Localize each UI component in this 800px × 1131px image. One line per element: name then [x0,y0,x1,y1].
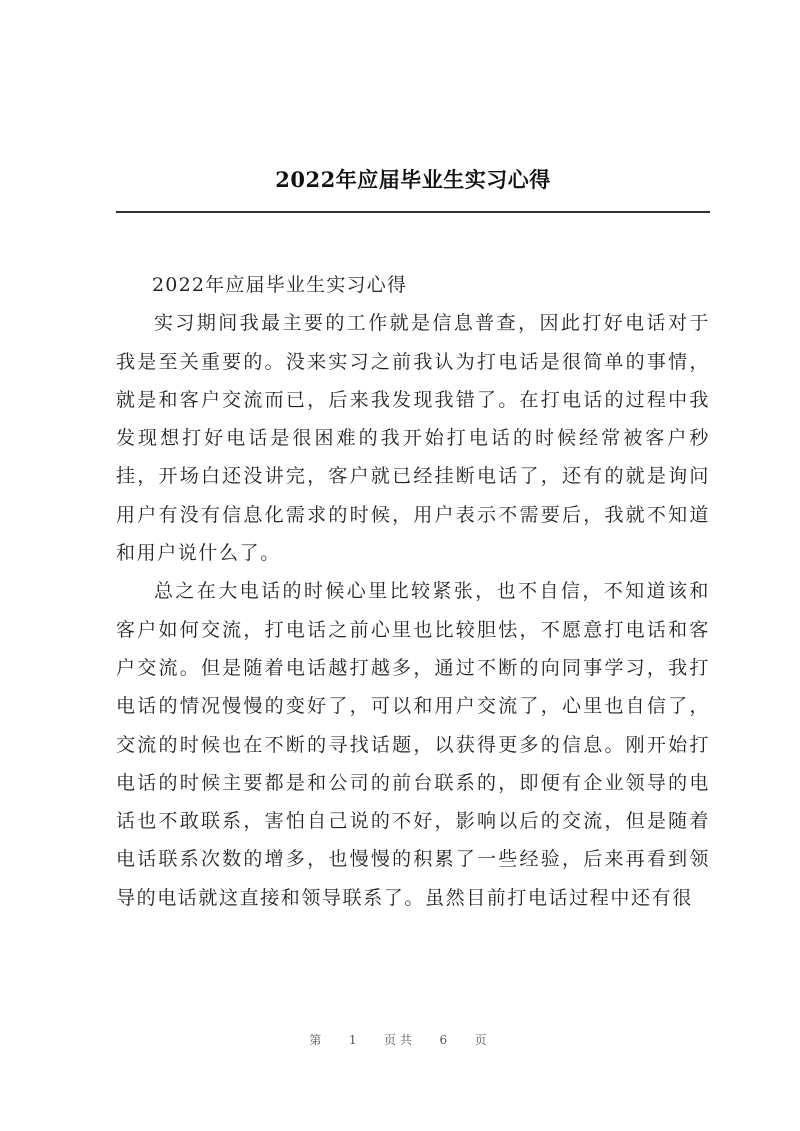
body-subtitle: 2022年应届毕业生实习心得 [152,274,408,296]
document-title: 2022年应届毕业生实习心得 [275,167,551,192]
footer-total-pages: 6 [439,1033,452,1047]
footer-suffix: 页 [474,1033,491,1047]
document-body [116,266,710,917]
title-divider [116,211,710,213]
footer-middle: 页共 [383,1033,416,1047]
footer-page-number: 1 [348,1033,361,1047]
page-footer [0,1032,800,1048]
paragraph-1: 实习期间我最主要的工作就是信息普查，因此打好电话对于我是至关重要的。没来实习之前我认为打电话是很简单的事情，就是和客户交流而已，后来我发现我错了。在打电话的过程中我发现想打好电话是很困难的我开始打电话的时候经常被客户秒挂，开场白还没讲完，客户就已经挂断电话了，还有的就是询问用户有没有信息化需求的时候，用户表示不需要后，我就不知道和用户说什么了。 [116,312,710,565]
paragraph-2: 总之在大电话的时候心里比较紧张，也不自信，不知道该和客户如何交流，打电话之前心里也比较胆怯，不愿意打电话和客户交流。但是随着电话越打越多，通过不断的向同事学习，我打电话的情况慢慢的变好了，可以和用户交流了，心里也自信了，交流的时候也在不断的寻找话题，以获得更多的信息。刚开始打电话的时候主要都是和公司的前台联系的，即便有企业领导的电话也不敢联系，害怕自己说的不好，影响以后的交流，但是随着电话联系次数的增多，也慢慢的积累了一些经验，后来再看到领导的电话就这直接和领导联系了。虽然目前打电话过程中还有很 [116,580,710,909]
footer-prefix: 第 [309,1033,326,1047]
